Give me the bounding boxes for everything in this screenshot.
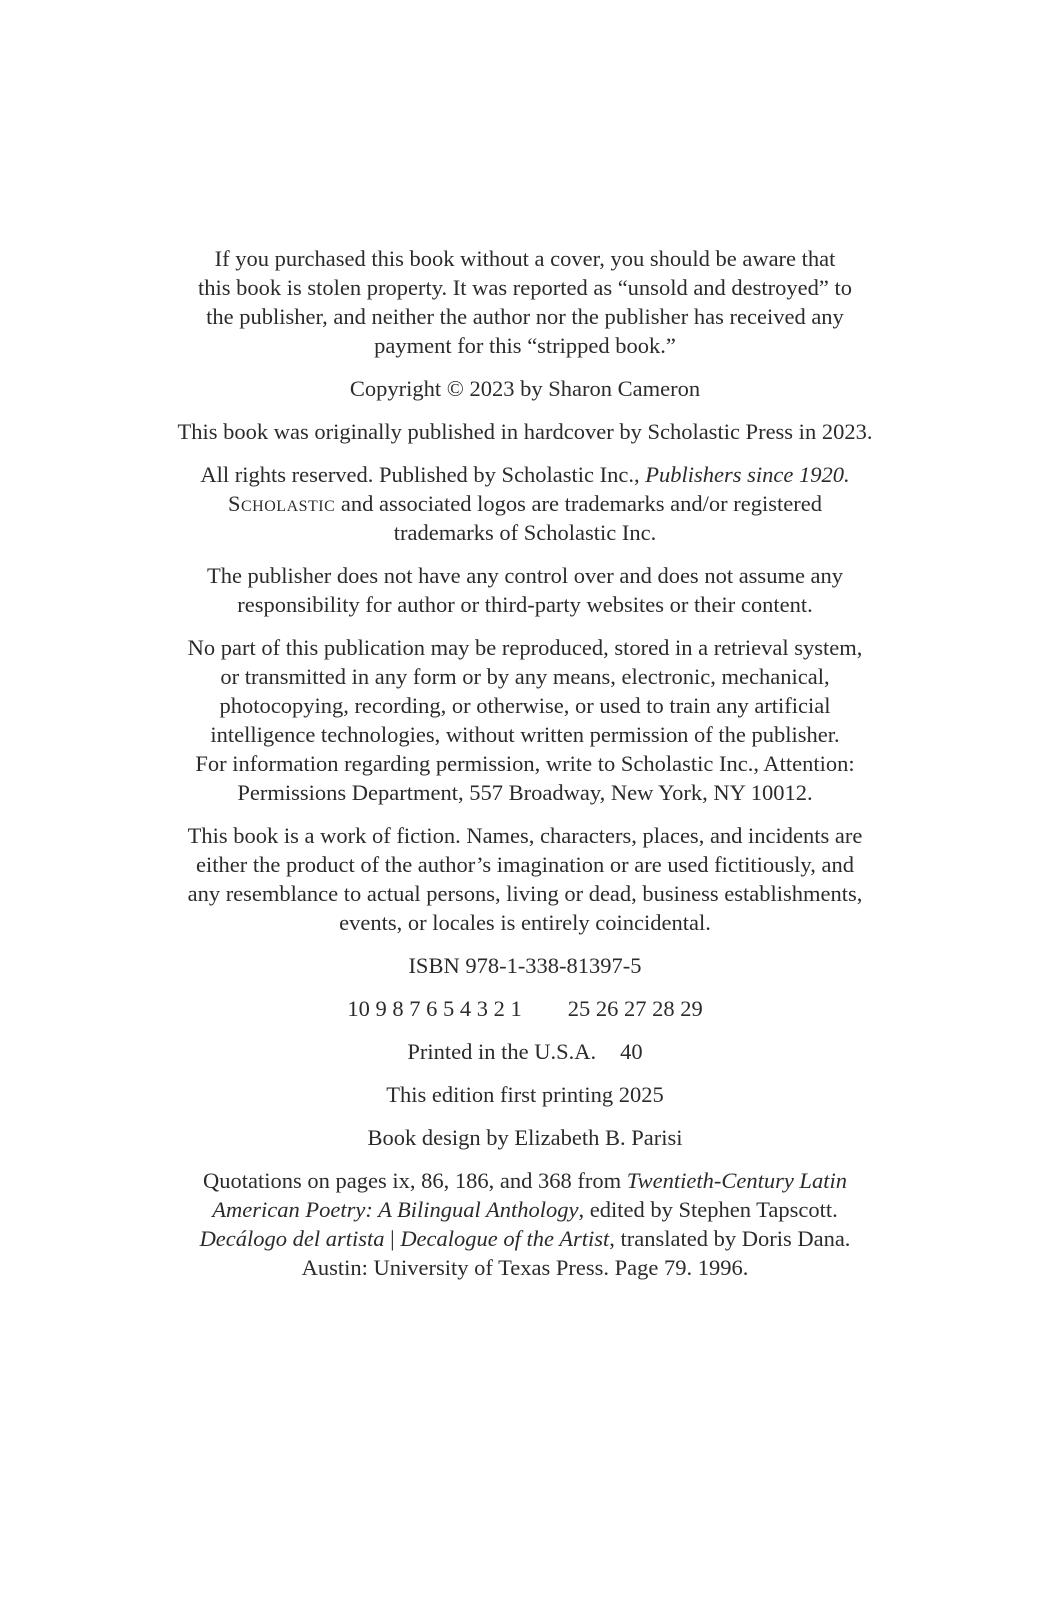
copyright-line xyxy=(0,374,1050,403)
design-credit: Book design by Elizabeth B. Parisi xyxy=(367,1125,683,1150)
printer-code: 40 xyxy=(620,1039,643,1064)
original-publication xyxy=(0,417,1050,446)
rights-statement xyxy=(0,460,1050,547)
publishers-since: Publishers since 1920. xyxy=(645,462,850,487)
reproduction-line: For information regarding permission, write to Scholastic Inc., Attention: xyxy=(195,751,855,776)
rights-line-1 xyxy=(0,460,1050,489)
isbn-line xyxy=(0,951,1050,980)
reproduction-line: photocopying, recording, or otherwise, or used to train any artificial xyxy=(219,693,831,718)
anthology-title-part-2: American Poetry: A Bilingual Anthology xyxy=(212,1197,579,1222)
fiction-line: any resemblance to actual persons, living or dead, business establishments, xyxy=(187,881,863,906)
third-party-disclaimer xyxy=(0,561,1050,619)
decalogo-title: Decálogo del artista xyxy=(199,1226,385,1251)
editor-credit: , edited by Stephen Tapscott. xyxy=(578,1197,838,1222)
disclaimer-line: responsibility for author or third-party websites or their content. xyxy=(237,592,813,617)
stripped-book-notice xyxy=(0,244,1050,360)
printed-in: Printed in the U.S.A. xyxy=(407,1039,597,1064)
copyright-page xyxy=(0,244,1050,1296)
rights-line-3: trademarks of Scholastic Inc. xyxy=(393,520,657,545)
notice-line: payment for this “stripped book.” xyxy=(374,333,676,358)
isbn: ISBN 978-1-338-81397-5 xyxy=(408,953,642,978)
original-publication-text: This book was originally published in hardcover by Scholastic Press in 2023. xyxy=(177,419,873,444)
quotations-credit xyxy=(0,1166,1050,1282)
quotations-line-1 xyxy=(0,1166,1050,1195)
quotations-line-4: Austin: University of Texas Press. Page 79. 1996. xyxy=(301,1255,749,1280)
reproduction-line: or transmitted in any form or by any means, electronic, mechanical, xyxy=(220,664,830,689)
printed-in-row xyxy=(0,1037,1050,1066)
title-separator: | xyxy=(384,1226,401,1251)
printing-years: 25 26 27 28 29 xyxy=(567,996,703,1021)
edition-line xyxy=(0,1080,1050,1109)
fiction-disclaimer xyxy=(0,821,1050,937)
printing-line xyxy=(0,994,1050,1023)
edition: This edition first printing 2025 xyxy=(386,1082,664,1107)
reproduction-notice xyxy=(0,633,1050,807)
translator-credit: , translated by Doris Dana. xyxy=(609,1226,851,1251)
fiction-line: events, or locales is entirely coincidental. xyxy=(339,910,711,935)
quotations-line-3 xyxy=(0,1224,1050,1253)
notice-line: the publisher, and neither the author nor the publisher has received any xyxy=(206,304,844,329)
reproduction-line: intelligence technologies, without written permission of the publisher. xyxy=(210,722,840,747)
printing-numbers: 10 9 8 7 6 5 4 3 2 1 xyxy=(347,996,522,1021)
fiction-line: This book is a work of fiction. Names, characters, places, and incidents are xyxy=(187,823,863,848)
quotations-prefix: Quotations on pages ix, 86, 186, and 368 from xyxy=(203,1168,622,1193)
rights-trademark-text: and associated logos are trademarks and/or registered xyxy=(340,491,822,516)
printing-row xyxy=(0,994,1050,1023)
rights-line-2 xyxy=(0,489,1050,518)
anthology-title-part-1: Twentieth-Century Latin xyxy=(626,1168,847,1193)
design-credit-line xyxy=(0,1123,1050,1152)
disclaimer-line: The publisher does not have any control over and does not assume any xyxy=(206,563,844,588)
notice-line: this book is stolen property. It was reported as “unsold and destroyed” to xyxy=(197,275,853,300)
rights-prefix: All rights reserved. Published by Scholastic Inc., xyxy=(200,462,640,487)
reproduction-line: No part of this publication may be reproduced, stored in a retrieval system, xyxy=(187,635,863,660)
reproduction-line: Permissions Department, 557 Broadway, New York, NY 10012. xyxy=(237,780,813,805)
quotations-line-2 xyxy=(0,1195,1050,1224)
copyright-text: Copyright © 2023 by Sharon Cameron xyxy=(349,376,701,401)
printed-in-line xyxy=(0,1037,1050,1066)
scholastic-trademark: Scholastic xyxy=(228,491,336,516)
decalogue-title: Decalogue of the Artist xyxy=(400,1226,610,1251)
notice-line: If you purchased this book without a cover, you should be aware that xyxy=(214,246,836,271)
fiction-line: either the product of the author’s imagination or are used fictitiously, and xyxy=(196,852,854,877)
